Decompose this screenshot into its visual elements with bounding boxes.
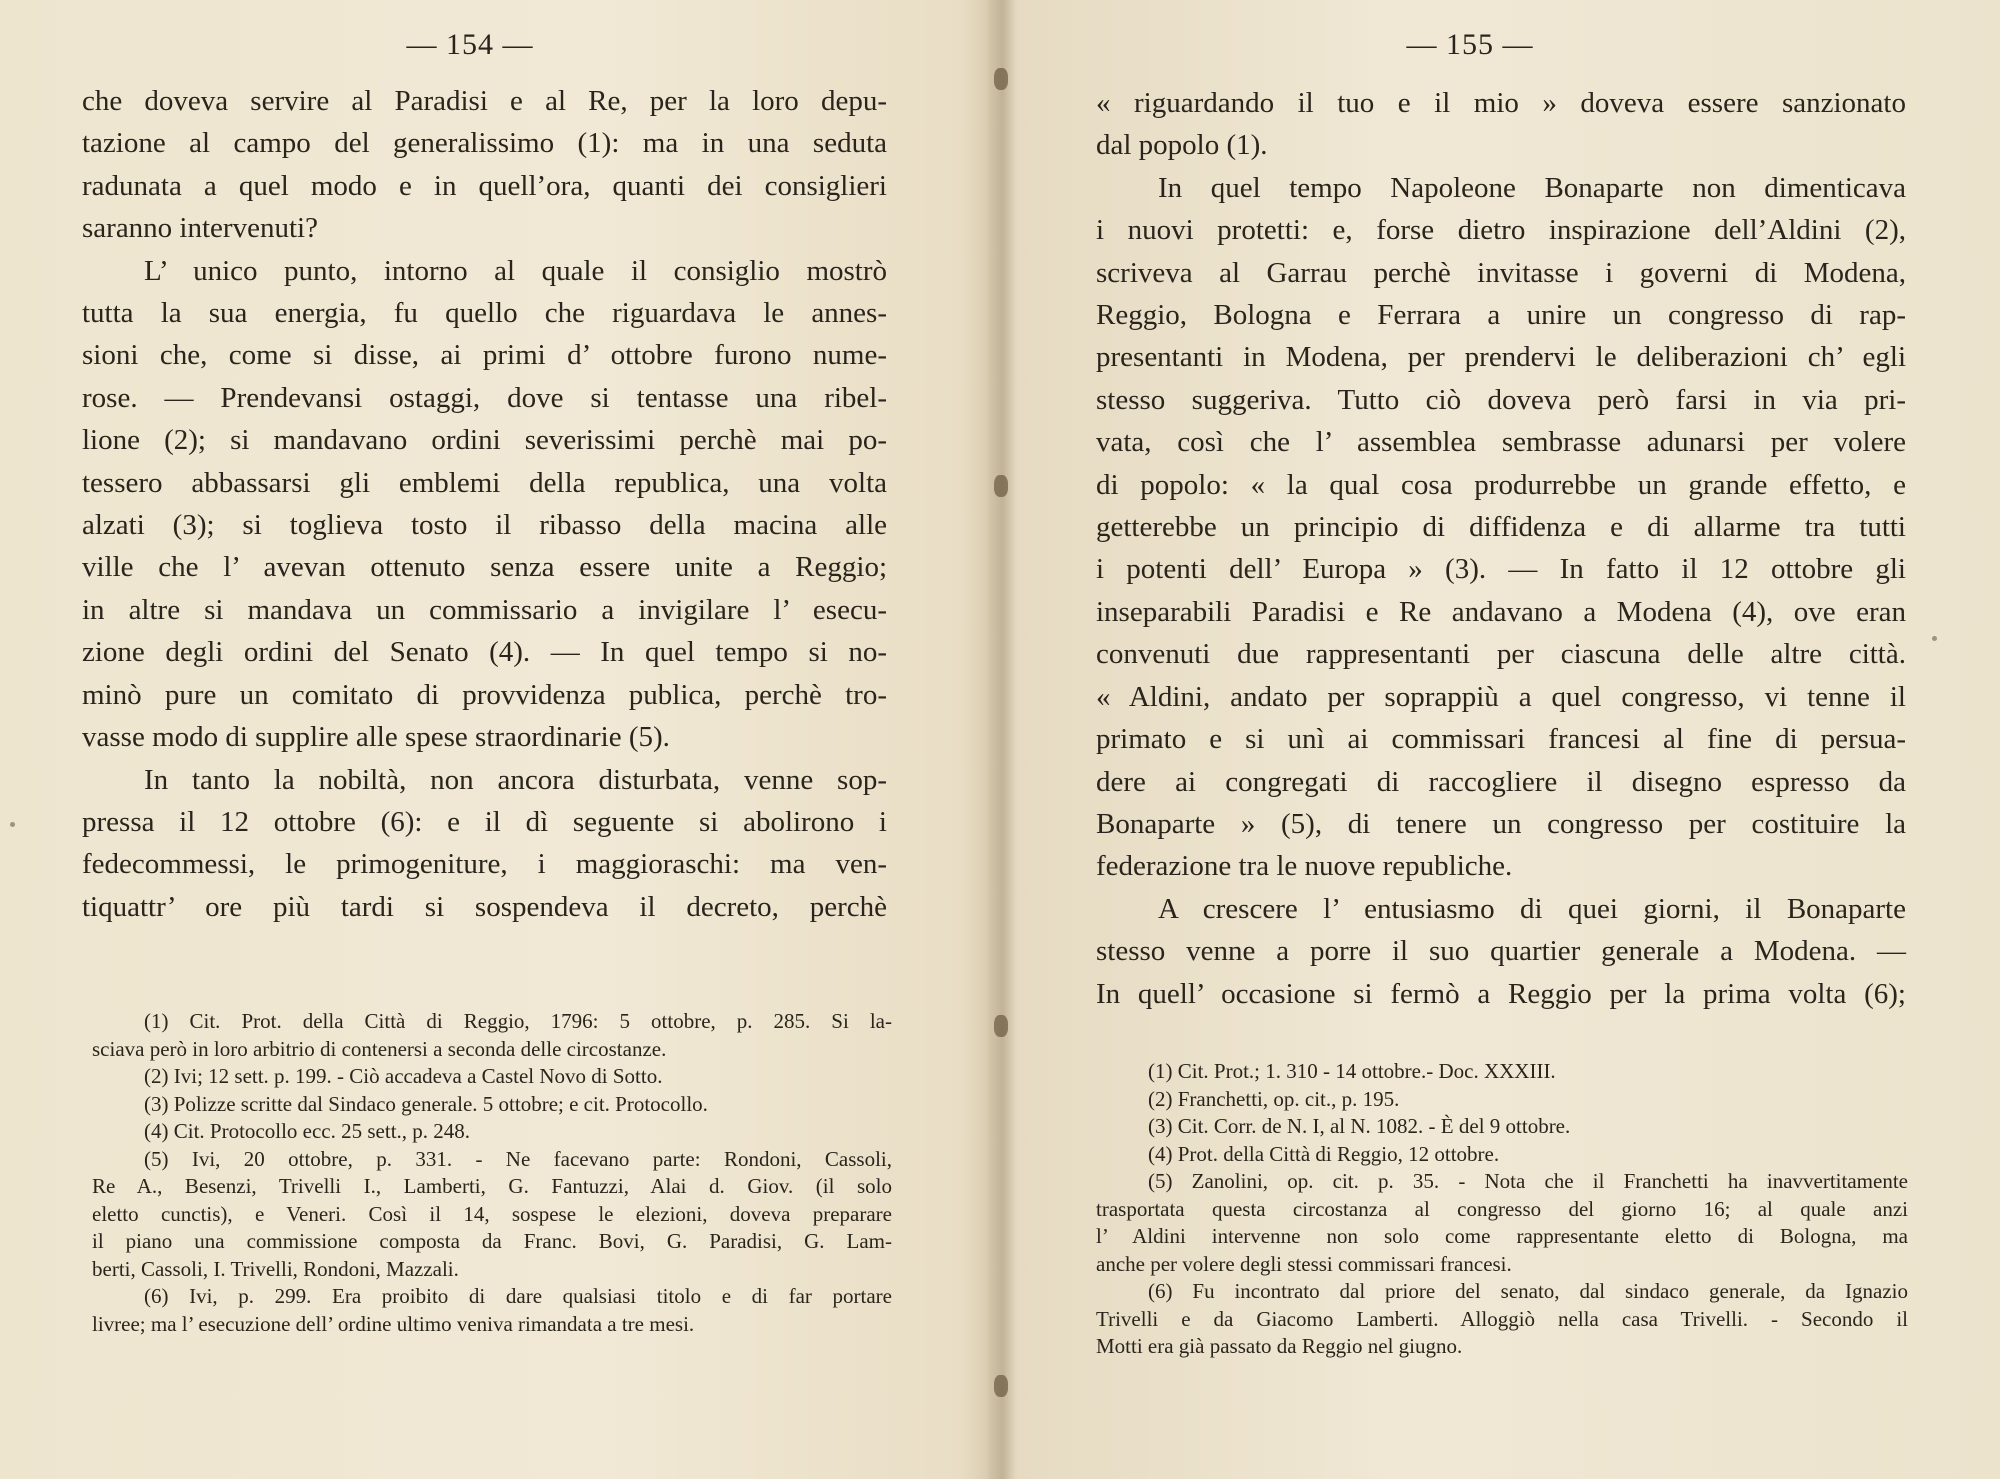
text-line: lione (2); si mandavano ordini severissimi perchè mai po- <box>82 424 887 457</box>
page-number: — 154 — <box>406 28 534 61</box>
footnote-line: anche per volere degli stessi commissari francesi. <box>1096 1251 1512 1276</box>
text-line: tutta la sua energia, fu quello che riguardava le annes- <box>82 297 887 330</box>
footnote-line: sciava però in loro arbitrio di contenersi a seconda delle circostanze. <box>92 1036 667 1061</box>
text-line: ville che l’ avevan ottenuto senza essere unite a Reggio; <box>82 551 887 584</box>
text-line: rose. — Prendevansi ostaggi, dove si tentasse una ribel- <box>82 381 887 414</box>
text-line: che doveva servire al Paradisi e al Re, per la loro depu- <box>82 85 887 117</box>
footnote-line: Re A., Besenzi, Trivelli I., Lamberti, G. Fantuzzi, Alai d. Giov. (il solo <box>92 1174 892 1198</box>
text-line: getterebbe un principio di diffidenza e di allarme tra tutti <box>1096 511 1906 544</box>
text-line: convenuti due rappresentanti per ciascuna delle altre città. <box>1096 638 1906 671</box>
text-line: fedecommessi, le primogeniture, i maggioraschi: ma ven- <box>82 848 887 881</box>
footnote-line: (3) Polizze scritte dal Sindaco generale. 5 ottobre; e cit. Protocollo. <box>144 1091 708 1116</box>
footnote-line: (6) Fu incontrato dal priore del senato, dal sindaco generale, da Ignazio <box>1148 1279 1908 1303</box>
text-line: dere ai congregati di raccogliere il disegno espresso da <box>1096 765 1906 798</box>
text-line: sioni che, come si disse, ai primi d’ ottobre furono nume- <box>82 339 887 372</box>
text-line: inseparabili Paradisi e Re andavano a Modena (4), ove eran <box>1096 595 1906 628</box>
binding-mark <box>994 68 1008 90</box>
footnote-line: (5) Zanolini, op. cit. p. 35. - Nota che il Franchetti ha inavvertitamente <box>1148 1169 1908 1193</box>
body-text <box>82 80 887 928</box>
binding-mark <box>994 1015 1008 1037</box>
footnote-line: (2) Ivi; 12 sett. p. 199. - Ciò accadeva a Castel Novo di Sotto. <box>144 1064 663 1088</box>
text-line: L’ unico punto, intorno al quale il consiglio mostrò <box>144 254 887 287</box>
text-line: in altre si mandava un commissario a invigilare l’ esecu- <box>82 593 887 626</box>
binding-mark <box>994 475 1008 497</box>
text-line: In quell’ occasione si fermò a Reggio per la prima volta (6); <box>1096 977 1906 1010</box>
text-line: di popolo: « la qual cosa produrrebbe un grande effetto, e <box>1096 468 1906 501</box>
body-text <box>1096 82 1906 1015</box>
text-line: presentanti in Modena, per prendervi le deliberazioni ch’ egli <box>1096 341 1906 374</box>
binding-mark <box>994 1375 1008 1397</box>
text-line: pressa il 12 ottobre (6): e il dì seguente si abolirono i <box>82 805 887 838</box>
text-line: minò pure un comitato di provvidenza publica, perchè tro- <box>82 678 887 711</box>
text-line: Reggio, Bologna e Ferrara a unire un congresso di rap- <box>1096 299 1906 332</box>
footnote-line: trasportata questa circostanza al congresso del giorno 16; al quale anzi <box>1096 1196 1908 1221</box>
footnote-line: l’ Aldini intervenne non solo come rappresentante eletto di Bologna, ma <box>1096 1224 1908 1248</box>
footnote-line: (4) Prot. della Città di Reggio, 12 ottobre. <box>1148 1141 1500 1166</box>
page-number: — 155 — <box>1406 28 1534 61</box>
text-line: « riguardando il tuo e il mio » doveva essere sanzionato <box>1096 87 1906 119</box>
footnote-line: eletto cunctis), e Veneri. Così il 14, sospese le elezioni, doveva preparare <box>92 1201 892 1226</box>
text-line: tessero abbassarsi gli emblemi della republica, una volta <box>82 466 887 499</box>
text-line: i potenti dell’ Europa » (3). — In fatto il 12 ottobre gli <box>1096 553 1906 586</box>
text-line: In tanto la nobiltà, non ancora disturbata, venne sop- <box>144 763 887 796</box>
text-line: saranno intervenuti? <box>82 212 318 245</box>
text-line: scriveva al Garrau perchè invitasse i governi di Modena, <box>1096 256 1906 289</box>
footnotes <box>1096 1058 1908 1361</box>
text-line: stesso suggeriva. Tutto ciò doveva però farsi in via pri- <box>1096 383 1906 416</box>
left-page <box>0 0 990 1479</box>
text-line: stesso venne a porre il suo quartier generale a Modena. — <box>1096 935 1906 968</box>
text-line: federazione tra le nuove republiche. <box>1096 850 1513 883</box>
footnote-line: berti, Cassoli, I. Trivelli, Rondoni, Mazzali. <box>92 1256 459 1281</box>
text-line: Bonaparte » (5), di tenere un congresso per costituire la <box>1096 807 1906 840</box>
footnote-line: il piano una commissione composta da Franc. Bovi, G. Paradisi, G. Lam- <box>92 1229 892 1253</box>
footnotes <box>92 1008 892 1338</box>
text-line: tazione al campo del generalissimo (1): ma in una seduta <box>82 127 887 160</box>
text-line: zione degli ordini del Senato (4). — In quel tempo si no- <box>82 636 887 669</box>
footnote-line: (3) Cit. Corr. de N. I, al N. 1082. - È del 9 ottobre. <box>1148 1114 1571 1138</box>
text-line: A crescere l’ entusiasmo di quei giorni, il Bonaparte <box>1158 892 1906 925</box>
text-line: « Aldini, andato per soprappiù a quel congresso, vi tenne il <box>1096 680 1906 713</box>
footnote-line: Motti era già passato da Reggio nel giugno. <box>1096 1334 1463 1358</box>
footnote-line: (5) Ivi, 20 ottobre, p. 331. - Ne facevano parte: Rondoni, Cassoli, <box>144 1146 892 1171</box>
footnote-line: livree; ma l’ esecuzione dell’ ordine ultimo veniva rimandata a tre mesi. <box>92 1311 695 1336</box>
text-line: radunata a quel modo e in quell’ora, quanti dei consiglieri <box>82 169 887 202</box>
footnote-line: (2) Franchetti, op. cit., p. 195. <box>1148 1086 1400 1111</box>
text-line: dal popolo (1). <box>1096 129 1268 162</box>
text-line: tiquattr’ ore più tardi si sospendeva il decreto, perchè <box>82 890 887 923</box>
footnote-line: Trivelli e da Giacomo Lamberti. Alloggiò nella casa Trivelli. - Secondo il <box>1096 1306 1908 1331</box>
footnote-line: (1) Cit. Prot.; 1. 310 - 14 ottobre.- Doc. XXXIII. <box>1148 1059 1556 1083</box>
text-line: i nuovi protetti: e, forse dietro inspirazione dell’Aldini (2), <box>1096 214 1906 247</box>
text-line: alzati (3); si toglieva tosto il ribasso della macina alle <box>82 509 887 542</box>
text-line: In quel tempo Napoleone Bonaparte non dimenticava <box>1158 171 1906 204</box>
footnote-line: (1) Cit. Prot. della Città di Reggio, 1796: 5 ottobre, p. 285. Si la- <box>144 1009 892 1033</box>
right-page <box>1010 0 2000 1479</box>
text-line: vasse modo di supplire alle spese straordinarie (5). <box>82 721 670 754</box>
text-line: vata, così che l’ assemblea sembrasse adunarsi per volere <box>1096 426 1906 459</box>
footnote-line: (6) Ivi, p. 299. Era proibito di dare qualsiasi titolo e di far portare <box>144 1284 892 1308</box>
footnote-line: (4) Cit. Protocollo ecc. 25 sett., p. 248. <box>144 1119 471 1143</box>
text-line: primato e si unì ai commissari francesi al fine di persua- <box>1096 723 1906 756</box>
